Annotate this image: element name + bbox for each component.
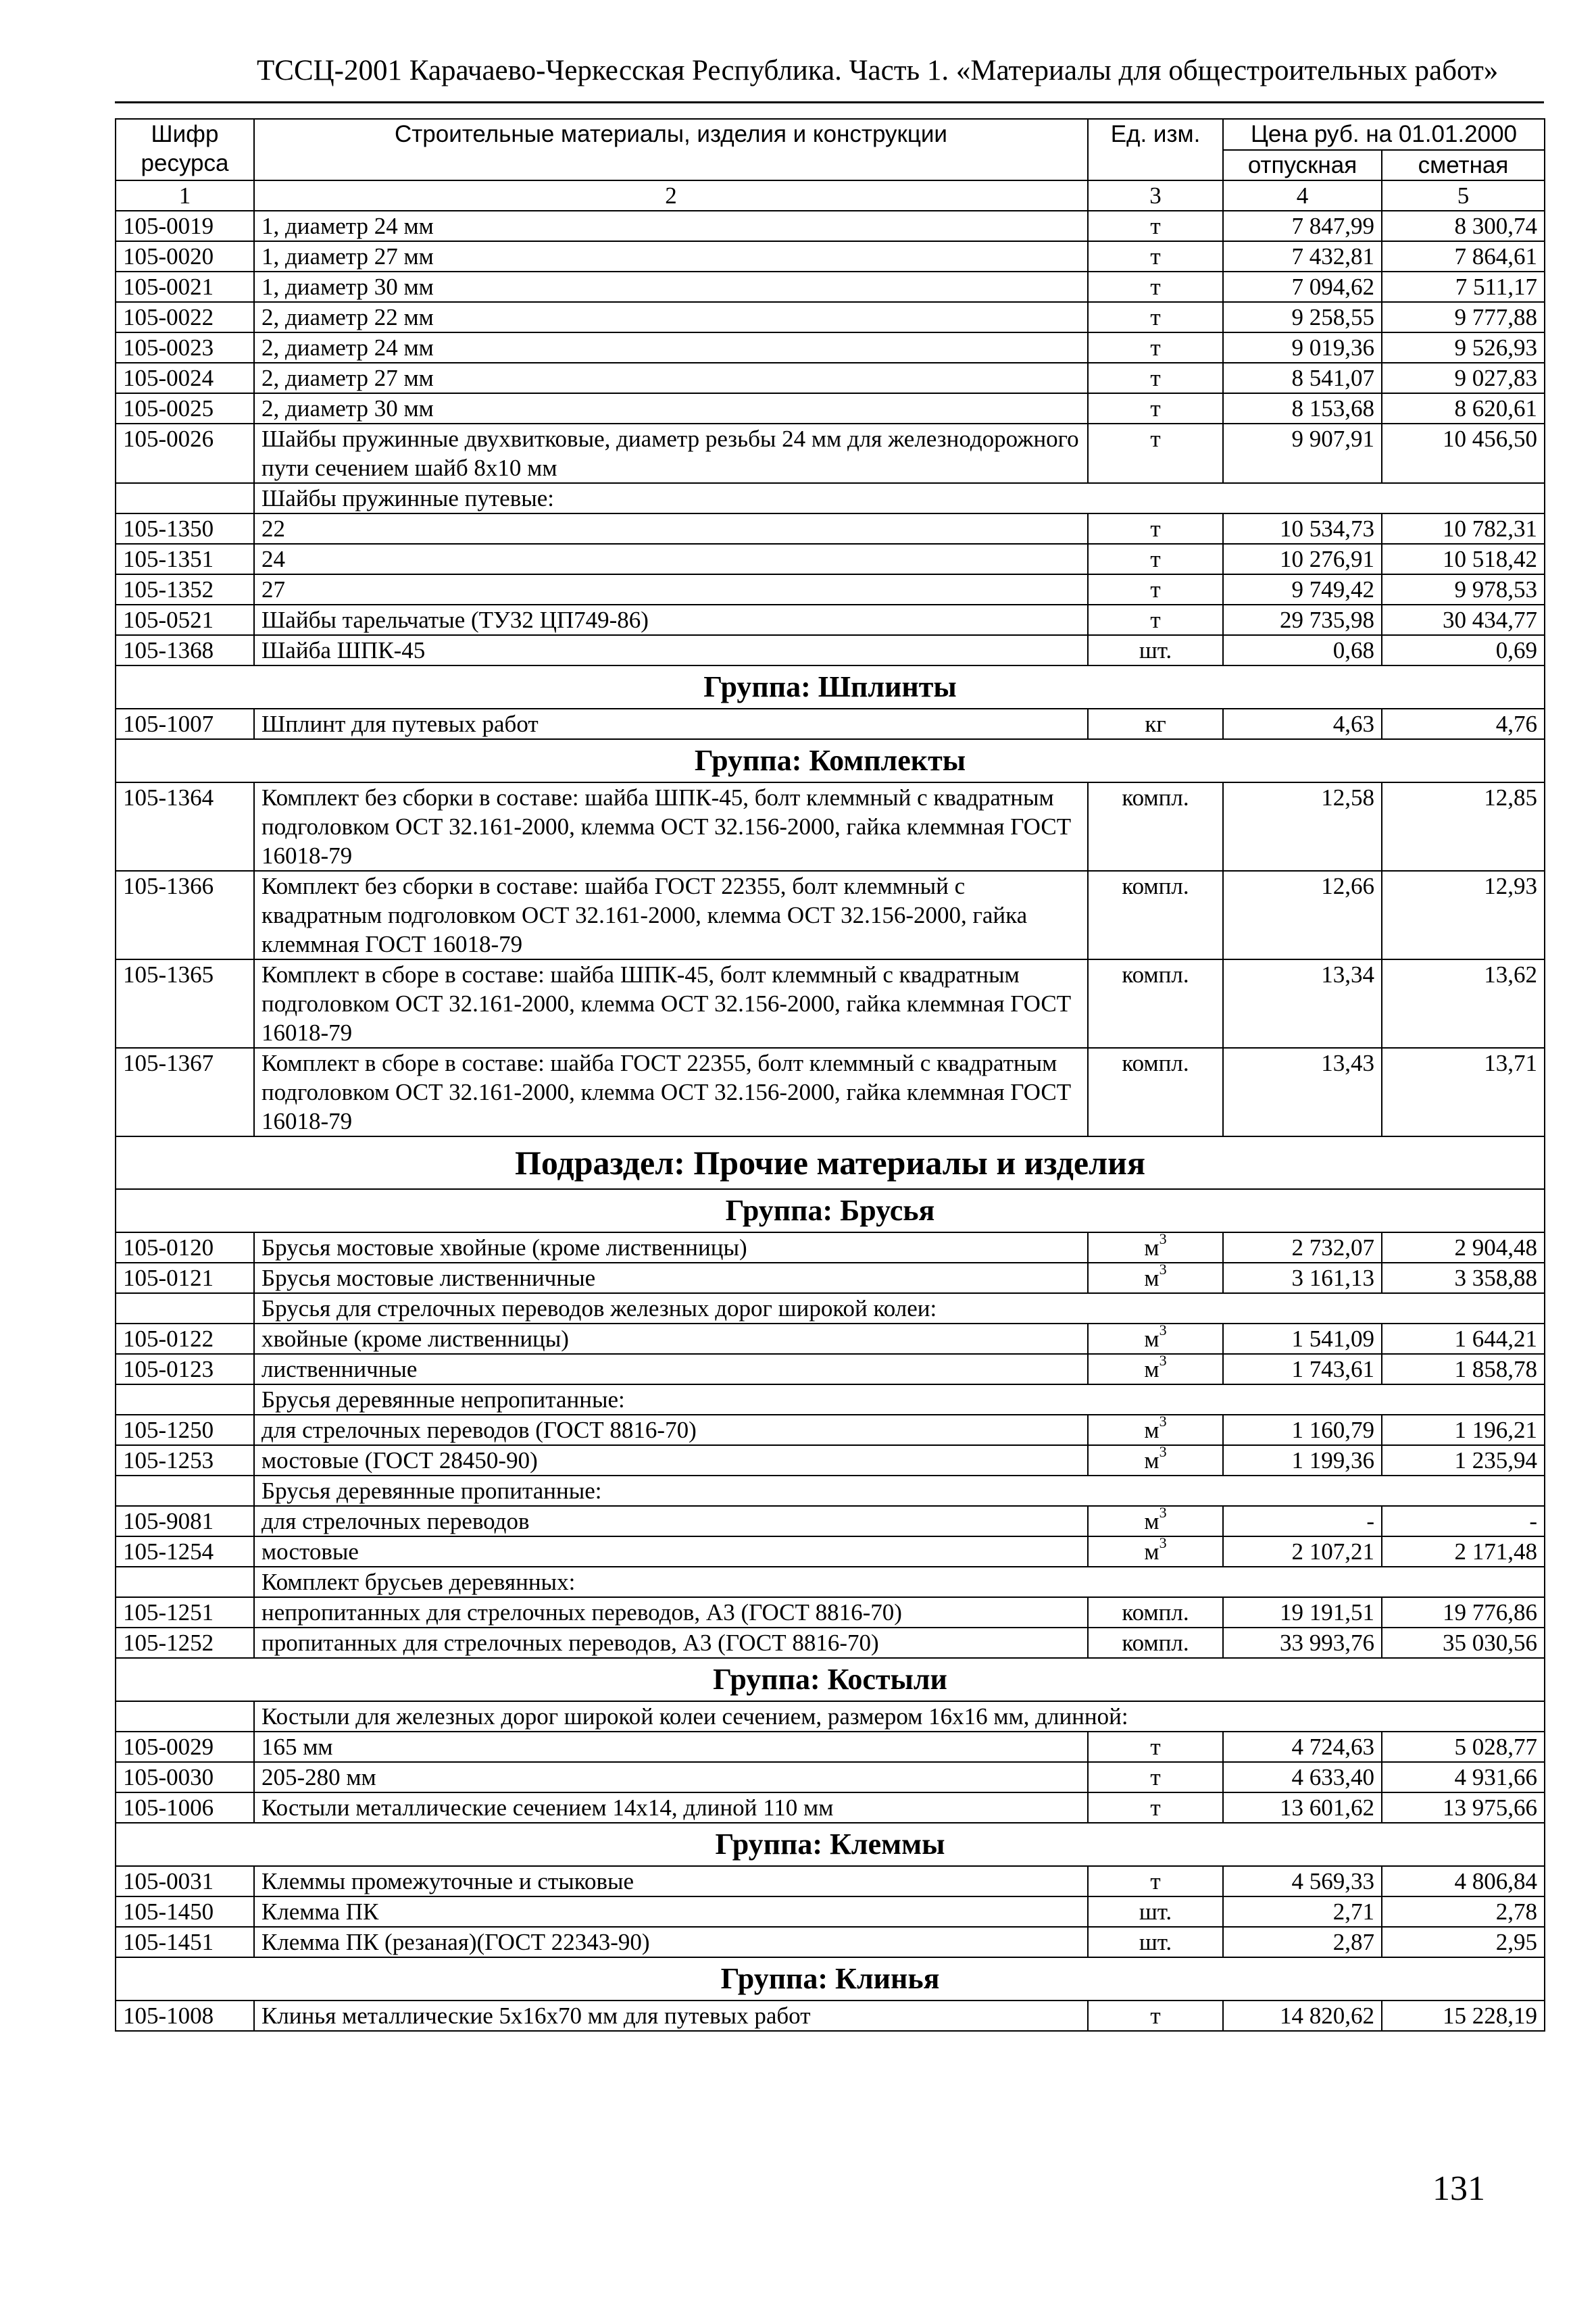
unit-cell: т <box>1088 302 1223 332</box>
release-price-cell: 4 569,33 <box>1223 1866 1382 1896</box>
code-cell: 105-1254 <box>116 1536 254 1567</box>
unit-cell: шт. <box>1088 1896 1223 1927</box>
estimate-price-cell: 15 228,19 <box>1382 2001 1545 2031</box>
group-row <box>116 1189 1545 1232</box>
release-price-cell: 2,87 <box>1223 1927 1382 1957</box>
estimate-price-cell: 2 171,48 <box>1382 1536 1545 1567</box>
unit-cell: т <box>1088 544 1223 574</box>
code-cell: 105-1367 <box>116 1048 254 1136</box>
code-cell: 105-0521 <box>116 605 254 635</box>
col-number: 4 <box>1223 180 1382 211</box>
release-price-cell: 3 161,13 <box>1223 1263 1382 1293</box>
release-price-cell: 19 191,51 <box>1223 1597 1382 1628</box>
code-cell: 105-0031 <box>116 1866 254 1896</box>
unit-cell: $м^3$ <box>1088 1506 1223 1536</box>
estimate-price-cell: 9 027,83 <box>1382 363 1545 393</box>
estimate-price-cell: 10 456,50 <box>1382 424 1545 483</box>
release-price-cell: 1 160,79 <box>1223 1415 1382 1445</box>
col-unit-header: Ед. изм. <box>1088 119 1223 180</box>
release-price-cell: 1 541,09 <box>1223 1324 1382 1354</box>
col-number: 1 <box>116 180 254 211</box>
name-cell: Брусья мостовые хвойные (кроме лиственницы) <box>254 1232 1088 1263</box>
estimate-price-cell: 2,95 <box>1382 1927 1545 1957</box>
unit-cell: т <box>1088 241 1223 272</box>
name-cell: 205-280 мм <box>254 1762 1088 1792</box>
estimate-price-cell: 1 644,21 <box>1382 1324 1545 1354</box>
table-row <box>116 1732 1545 1762</box>
name-cell: 27 <box>254 574 1088 605</box>
name-cell: Комплект в сборе в составе: шайба ГОСТ 22355, болт клеммный с квадратным подголовком ОСТ 32.161-2000, клемма ОСТ 32.156-2000, гайка клеммная ГОСТ 16018-79 <box>254 1048 1088 1136</box>
estimate-price-cell: 10 782,31 <box>1382 513 1545 544</box>
estimate-price-cell: 2 904,48 <box>1382 1232 1545 1263</box>
table-row <box>116 1324 1545 1354</box>
table-row <box>116 1927 1545 1957</box>
name-cell: лиственничные <box>254 1354 1088 1384</box>
unit-cell: т <box>1088 574 1223 605</box>
estimate-price-cell: 13,62 <box>1382 959 1545 1048</box>
release-price-cell: 10 534,73 <box>1223 513 1382 544</box>
unit-cell: $м^3$ <box>1088 1415 1223 1445</box>
estimate-price-cell: 2,78 <box>1382 1896 1545 1927</box>
release-price-cell: 13,34 <box>1223 959 1382 1048</box>
group-title: Группа: Клинья <box>116 1957 1545 2001</box>
unit-cell: т <box>1088 1792 1223 1823</box>
code-cell: 105-1008 <box>116 2001 254 2031</box>
estimate-price-cell: 13 975,66 <box>1382 1792 1545 1823</box>
code-cell: 105-0122 <box>116 1324 254 1354</box>
code-cell: 105-1364 <box>116 782 254 871</box>
table-row <box>116 709 1545 739</box>
estimate-price-cell: 13,71 <box>1382 1048 1545 1136</box>
code-cell: 105-1007 <box>116 709 254 739</box>
unit-cell: компл. <box>1088 1597 1223 1628</box>
estimate-price-cell: - <box>1382 1506 1545 1536</box>
name-cell: мостовые <box>254 1536 1088 1567</box>
unit-cell: $м^3$ <box>1088 1354 1223 1384</box>
table-row <box>116 1415 1545 1445</box>
group-row <box>116 665 1545 709</box>
unit-cell: т <box>1088 1762 1223 1792</box>
unit-cell: кг <box>1088 709 1223 739</box>
table-row <box>116 544 1545 574</box>
code-cell: 105-1006 <box>116 1792 254 1823</box>
group-title: Группа: Костыли <box>116 1658 1545 1701</box>
release-price-cell: 12,66 <box>1223 871 1382 959</box>
unit-cell: компл. <box>1088 1048 1223 1136</box>
release-price-cell: 9 258,55 <box>1223 302 1382 332</box>
release-price-cell: 29 735,98 <box>1223 605 1382 635</box>
estimate-price-cell: 10 518,42 <box>1382 544 1545 574</box>
estimate-price-cell: 4 931,66 <box>1382 1762 1545 1792</box>
col-estimate-header: сметная <box>1382 150 1545 180</box>
estimate-price-cell: 30 434,77 <box>1382 605 1545 635</box>
unit-cell: т <box>1088 332 1223 363</box>
release-price-cell: 8 153,68 <box>1223 393 1382 424</box>
table-row <box>116 782 1545 871</box>
col-number: 5 <box>1382 180 1545 211</box>
release-price-cell: 9 749,42 <box>1223 574 1382 605</box>
table-row <box>116 574 1545 605</box>
estimate-price-cell: 7 864,61 <box>1382 241 1545 272</box>
col-number: 3 <box>1088 180 1223 211</box>
col-number: 2 <box>254 180 1088 211</box>
subheading-text: Шайбы пружинные путевые: <box>254 483 1545 513</box>
subheading-row <box>116 1384 1545 1415</box>
table-row <box>116 1232 1545 1263</box>
code-cell: 105-0022 <box>116 302 254 332</box>
name-cell: пропитанных для стрелочных переводов, А3 (ГОСТ 8816-70) <box>254 1628 1088 1658</box>
code-cell: 105-1252 <box>116 1628 254 1658</box>
unit-cell: т <box>1088 2001 1223 2031</box>
code-cell: 105-1451 <box>116 1927 254 1957</box>
table-row <box>116 1445 1545 1476</box>
release-price-cell: 8 541,07 <box>1223 363 1382 393</box>
code-cell: 105-0023 <box>116 332 254 363</box>
name-cell: для стрелочных переводов (ГОСТ 8816-70) <box>254 1415 1088 1445</box>
estimate-price-cell: 19 776,86 <box>1382 1597 1545 1628</box>
price-table <box>115 118 1545 2032</box>
release-price-cell: 4 724,63 <box>1223 1732 1382 1762</box>
table-row <box>116 2001 1545 2031</box>
unit-cell: компл. <box>1088 1628 1223 1658</box>
name-cell: 1, диаметр 27 мм <box>254 241 1088 272</box>
name-cell: Костыли металлические сечением 14х14, длиной 110 мм <box>254 1792 1088 1823</box>
subsection-title: Подраздел: Прочие материалы и изделия <box>116 1136 1545 1189</box>
estimate-price-cell: 9 978,53 <box>1382 574 1545 605</box>
subheading-row <box>116 1701 1545 1732</box>
table-row <box>116 605 1545 635</box>
release-price-cell: 1 199,36 <box>1223 1445 1382 1476</box>
unit-cell: шт. <box>1088 635 1223 665</box>
release-price-cell: 7 094,62 <box>1223 272 1382 302</box>
table-row <box>116 635 1545 665</box>
code-cell: 105-1352 <box>116 574 254 605</box>
release-price-cell: 2 107,21 <box>1223 1536 1382 1567</box>
code-cell: 105-1365 <box>116 959 254 1048</box>
estimate-price-cell: 7 511,17 <box>1382 272 1545 302</box>
code-cell: 105-0121 <box>116 1263 254 1293</box>
name-cell: Комплект в сборе в составе: шайба ШПК-45, болт клеммный с квадратным подголовком ОСТ 32.161-2000, клемма ОСТ 32.156-2000, гайка клеммная ГОСТ 16018-79 <box>254 959 1088 1048</box>
release-price-cell: 7 432,81 <box>1223 241 1382 272</box>
estimate-price-cell: 0,69 <box>1382 635 1545 665</box>
estimate-price-cell: 8 300,74 <box>1382 211 1545 241</box>
name-cell: 1, диаметр 24 мм <box>254 211 1088 241</box>
page-number: 131 <box>1432 2169 1485 2208</box>
unit-cell: $м^3$ <box>1088 1232 1223 1263</box>
name-cell: Шайбы пружинные двухвитковые, диаметр резьбы 24 мм для железнодорожного пути сечением шайб 8х10 мм <box>254 424 1088 483</box>
table-row <box>116 363 1545 393</box>
release-price-cell: 1 743,61 <box>1223 1354 1382 1384</box>
code-cell: 105-9081 <box>116 1506 254 1536</box>
table-row <box>116 1762 1545 1792</box>
unit-cell: $м^3$ <box>1088 1445 1223 1476</box>
group-row <box>116 1957 1545 2001</box>
estimate-price-cell: 8 620,61 <box>1382 393 1545 424</box>
unit-cell: т <box>1088 424 1223 483</box>
table-row <box>116 513 1545 544</box>
estimate-price-cell: 5 028,77 <box>1382 1732 1545 1762</box>
release-price-cell: 9 907,91 <box>1223 424 1382 483</box>
name-cell: 165 мм <box>254 1732 1088 1762</box>
col-code-header: Шифр ресурса <box>116 119 254 180</box>
table-row <box>116 1896 1545 1927</box>
unit-cell: т <box>1088 1866 1223 1896</box>
estimate-price-cell: 9 526,93 <box>1382 332 1545 363</box>
name-cell: непропитанных для стрелочных переводов, А3 (ГОСТ 8816-70) <box>254 1597 1088 1628</box>
group-title: Группа: Комплекты <box>116 739 1545 782</box>
unit-cell: компл. <box>1088 959 1223 1048</box>
release-price-cell: 14 820,62 <box>1223 2001 1382 2031</box>
estimate-price-cell: 1 235,94 <box>1382 1445 1545 1476</box>
estimate-price-cell: 4 806,84 <box>1382 1866 1545 1896</box>
estimate-price-cell: 35 030,56 <box>1382 1628 1545 1658</box>
estimate-price-cell: 12,93 <box>1382 871 1545 959</box>
group-title: Группа: Брусья <box>116 1189 1545 1232</box>
unit-cell: $м^3$ <box>1088 1536 1223 1567</box>
release-price-cell: 33 993,76 <box>1223 1628 1382 1658</box>
release-price-cell: 10 276,91 <box>1223 544 1382 574</box>
unit-cell: т <box>1088 363 1223 393</box>
subheading-text: Брусья для стрелочных переводов железных дорог широкой колеи: <box>254 1293 1545 1324</box>
name-cell: Комплект без сборки в составе: шайба ГОСТ 22355, болт клеммный с квадратным подголовком ОСТ 32.161-2000, клемма ОСТ 32.156-2000, гайка клеммная ГОСТ 16018-79 <box>254 871 1088 959</box>
name-cell: 22 <box>254 513 1088 544</box>
name-cell: 24 <box>254 544 1088 574</box>
group-title: Группа: Шплинты <box>116 665 1545 709</box>
unit-cell: $м^3$ <box>1088 1324 1223 1354</box>
unit-cell: компл. <box>1088 871 1223 959</box>
estimate-price-cell: 12,85 <box>1382 782 1545 871</box>
estimate-price-cell: 4,76 <box>1382 709 1545 739</box>
group-row <box>116 1823 1545 1866</box>
release-price-cell: 4 633,40 <box>1223 1762 1382 1792</box>
table-row <box>116 424 1545 483</box>
name-cell: Клинья металлические 5х16х70 мм для путевых работ <box>254 2001 1088 2031</box>
name-cell: для стрелочных переводов <box>254 1506 1088 1536</box>
table-row <box>116 241 1545 272</box>
table-row <box>116 871 1545 959</box>
code-cell: 105-0024 <box>116 363 254 393</box>
code-cell: 105-0120 <box>116 1232 254 1263</box>
table-row <box>116 302 1545 332</box>
estimate-price-cell: 3 358,88 <box>1382 1263 1545 1293</box>
release-price-cell: - <box>1223 1506 1382 1536</box>
code-cell: 105-1368 <box>116 635 254 665</box>
col-release-header: отпускная <box>1223 150 1382 180</box>
name-cell: Клемма ПК (резаная)(ГОСТ 22343-90) <box>254 1927 1088 1957</box>
group-row <box>116 739 1545 782</box>
name-cell: Клеммы промежуточные и стыковые <box>254 1866 1088 1896</box>
release-price-cell: 2 732,07 <box>1223 1232 1382 1263</box>
release-price-cell: 2,71 <box>1223 1896 1382 1927</box>
unit-cell: шт. <box>1088 1927 1223 1957</box>
subheading-row <box>116 483 1545 513</box>
table-row <box>116 1354 1545 1384</box>
name-cell: 2, диаметр 24 мм <box>254 332 1088 363</box>
unit-cell: т <box>1088 513 1223 544</box>
table-row <box>116 1792 1545 1823</box>
name-cell: Шплинт для путевых работ <box>254 709 1088 739</box>
table-row <box>116 1866 1545 1896</box>
unit-cell: т <box>1088 605 1223 635</box>
name-cell: хвойные (кроме лиственницы) <box>254 1324 1088 1354</box>
unit-cell: т <box>1088 272 1223 302</box>
release-price-cell: 4,63 <box>1223 709 1382 739</box>
unit-cell: т <box>1088 1732 1223 1762</box>
table-row <box>116 1597 1545 1628</box>
code-cell: 105-0020 <box>116 241 254 272</box>
name-cell: 2, диаметр 30 мм <box>254 393 1088 424</box>
group-row <box>116 1658 1545 1701</box>
table-row <box>116 332 1545 363</box>
unit-cell: т <box>1088 211 1223 241</box>
name-cell: 1, диаметр 30 мм <box>254 272 1088 302</box>
name-cell: Комплект без сборки в составе: шайба ШПК-45, болт клеммный с квадратным подголовком ОСТ 32.161-2000, клемма ОСТ 32.156-2000, гайка клеммная ГОСТ 16018-79 <box>254 782 1088 871</box>
release-price-cell: 7 847,99 <box>1223 211 1382 241</box>
code-cell: 105-0021 <box>116 272 254 302</box>
subheading-text: Костыли для железных дорог широкой колеи сечением, размером 16х16 мм, длинной: <box>254 1701 1545 1732</box>
code-cell: 105-1351 <box>116 544 254 574</box>
release-price-cell: 13 601,62 <box>1223 1792 1382 1823</box>
table-row <box>116 1536 1545 1567</box>
code-cell: 105-0026 <box>116 424 254 483</box>
code-cell: 105-0025 <box>116 393 254 424</box>
code-cell: 105-0030 <box>116 1762 254 1792</box>
table-row <box>116 1263 1545 1293</box>
unit-cell: $м^3$ <box>1088 1263 1223 1293</box>
col-price-header: Цена руб. на 01.01.2000 <box>1223 119 1545 150</box>
table-row <box>116 959 1545 1048</box>
code-cell: 105-0123 <box>116 1354 254 1384</box>
code-cell: 105-0019 <box>116 211 254 241</box>
code-cell: 105-0029 <box>116 1732 254 1762</box>
subheading-text: Брусья деревянные пропитанные: <box>254 1476 1545 1506</box>
header-rule <box>115 101 1544 103</box>
code-cell: 105-1251 <box>116 1597 254 1628</box>
code-cell: 105-1350 <box>116 513 254 544</box>
name-cell: Шайбы тарельчатые (ТУ32 ЦП749-86) <box>254 605 1088 635</box>
unit-cell: т <box>1088 393 1223 424</box>
release-price-cell: 12,58 <box>1223 782 1382 871</box>
group-title: Группа: Клеммы <box>116 1823 1545 1866</box>
subsection-row <box>116 1136 1545 1189</box>
subheading-text: Брусья деревянные непропитанные: <box>254 1384 1545 1415</box>
name-cell: 2, диаметр 27 мм <box>254 363 1088 393</box>
subheading-row <box>116 1567 1545 1597</box>
code-cell: 105-1366 <box>116 871 254 959</box>
code-cell: 105-1250 <box>116 1415 254 1445</box>
col-name-header: Строительные материалы, изделия и конструкции <box>254 119 1088 180</box>
table-row <box>116 1048 1545 1136</box>
release-price-cell: 0,68 <box>1223 635 1382 665</box>
table-row <box>116 272 1545 302</box>
code-cell: 105-1450 <box>116 1896 254 1927</box>
table-row <box>116 393 1545 424</box>
table-row <box>116 211 1545 241</box>
unit-cell: компл. <box>1088 782 1223 871</box>
page-header: ТССЦ-2001 Карачаево-Черкесская Республика. Часть 1. «Материалы для общестроительных работ» <box>257 55 1499 86</box>
estimate-price-cell: 1 858,78 <box>1382 1354 1545 1384</box>
name-cell: Шайба ШПК-45 <box>254 635 1088 665</box>
subheading-text: Комплект брусьев деревянных: <box>254 1567 1545 1597</box>
name-cell: Брусья мостовые лиственничные <box>254 1263 1088 1293</box>
estimate-price-cell: 1 196,21 <box>1382 1415 1545 1445</box>
estimate-price-cell: 9 777,88 <box>1382 302 1545 332</box>
table-row <box>116 1506 1545 1536</box>
release-price-cell: 9 019,36 <box>1223 332 1382 363</box>
release-price-cell: 13,43 <box>1223 1048 1382 1136</box>
code-cell: 105-1253 <box>116 1445 254 1476</box>
table-row <box>116 1628 1545 1658</box>
subheading-row <box>116 1293 1545 1324</box>
subheading-row <box>116 1476 1545 1506</box>
name-cell: мостовые (ГОСТ 28450-90) <box>254 1445 1088 1476</box>
name-cell: 2, диаметр 22 мм <box>254 302 1088 332</box>
name-cell: Клемма ПК <box>254 1896 1088 1927</box>
